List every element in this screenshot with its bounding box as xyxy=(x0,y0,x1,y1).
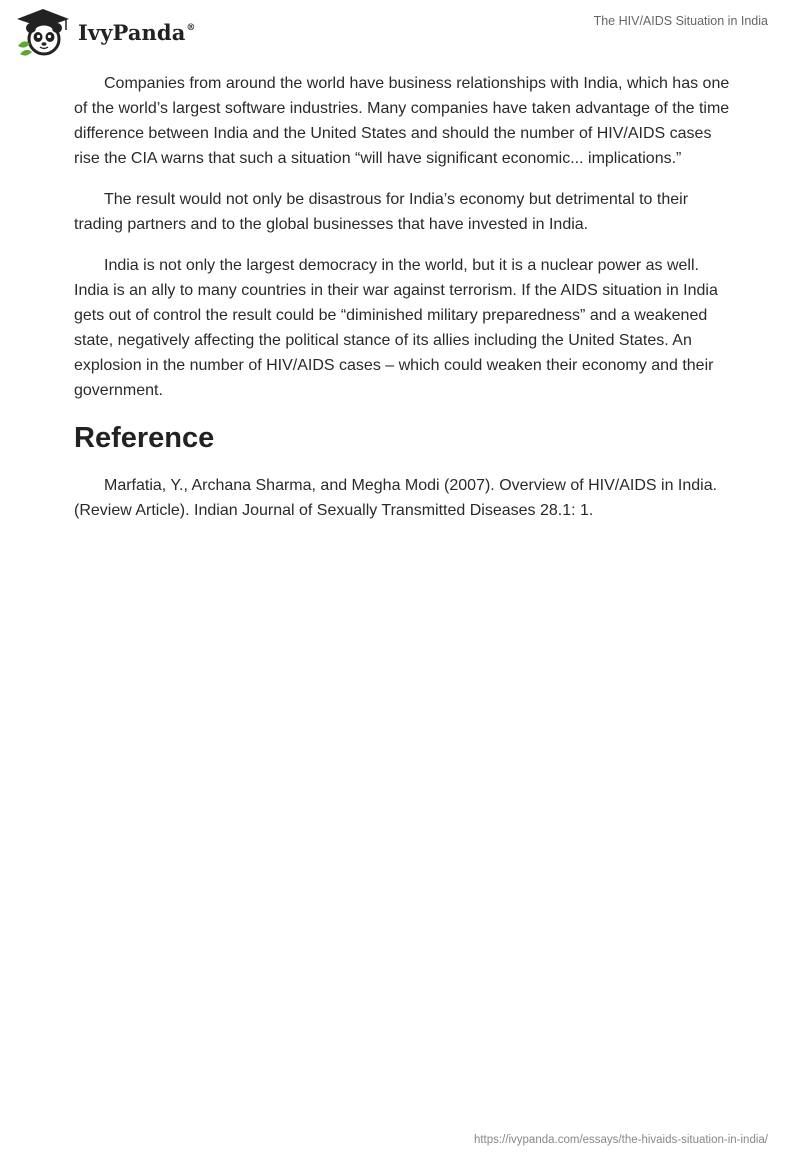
panda-graduate-icon xyxy=(14,8,72,56)
document-title: The HIV/AIDS Situation in India xyxy=(593,14,768,28)
paragraph: India is not only the largest democracy in the world, but it is a nuclear power as well. India is an ally to many countries in their war against terrorism. If the AIDS situation in India gets out of control the result could be “diminished military preparedness” and a weakened state, negatively affecting the political stance of its allies including the United States. An explosion in the number of HIV/AIDS cases – which could weaken their economy and their government. xyxy=(74,257,718,399)
registered-mark: ® xyxy=(186,22,196,33)
source-url-link[interactable]: https://ivypanda.com/essays/the-hivaids-situation-in-india/ xyxy=(473,1134,768,1146)
logo-text: IvyPanda xyxy=(78,19,186,45)
essay-body xyxy=(74,71,734,539)
paragraph: The result would not only be disastrous for India’s economy but detrimental to their trading partners and to the global businesses that have invested in India. xyxy=(74,191,689,233)
reference-heading: Reference xyxy=(74,422,215,454)
ivypanda-logo[interactable] xyxy=(14,8,196,56)
reference-entry: Marfatia, Y., Archana Sharma, and Megha Modi (2007). Overview of HIV/AIDS in India. (Review Article). Indian Journal of Sexually Transmitted Diseases 28.1: 1. xyxy=(74,477,718,519)
paragraph: Companies from around the world have business relationships with India, which has one of the world’s largest software industries. Many companies have taken advantage of the time difference between India and the United States and should the number of HIV/AIDS cases rise the CIA warns that such a situation “will have significant economic... implications.” xyxy=(74,75,730,167)
logo-wordmark xyxy=(78,20,196,45)
